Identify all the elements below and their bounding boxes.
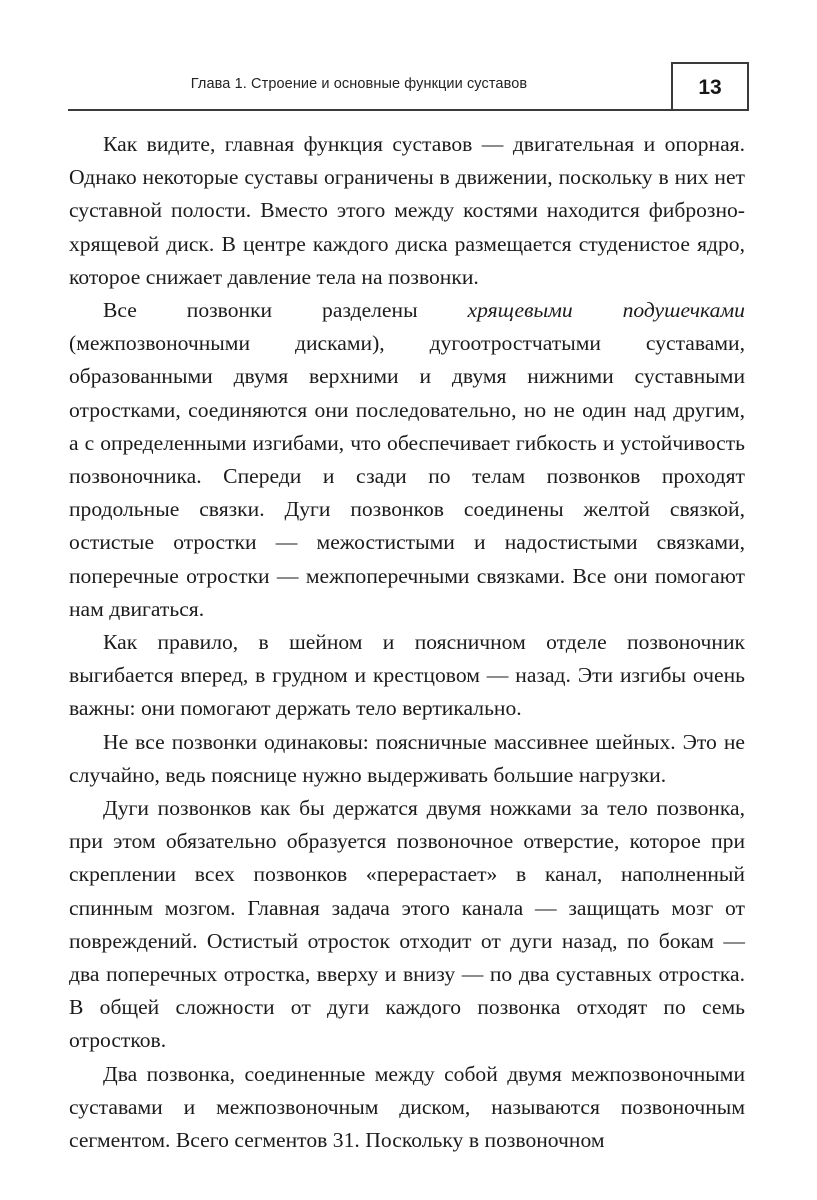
page-number-box <box>671 62 749 109</box>
page-number: 13 <box>698 76 722 99</box>
paragraph: Как правило, в шейном и поясничном отделе позвоночник выгибается вперед, в грудном и крестцовом — назад. Эти изгибы очень важны: они помогают держать тело вертикально. <box>69 630 745 721</box>
paragraph-text-after: (межпозвоночными дисками), дугоотростчатыми суставами, образованными двумя верхними и двумя нижними суставными отростками, соединяются они последовательно, но не один над другим, а с определенными изгибами, что обеспечивает гибкость и устойчивость позвоночника. Спереди и сзади по телам позвонков проходят продольные связки. Дуги позвонков соединены желтой связкой, остистые отростки — межостистыми и надостистыми связками, поперечные отростки — межпоперечными связками. Все они помогают нам двигаться. <box>69 331 745 621</box>
paragraph: Как видите, главная функция суставов — двигательная и опорная. Однако некоторые суставы ограничены в движении, поскольку в них нет суставной полости. Вместо этого между костями находится фиброзно-хрящевой диск. В центре каждого диска размещается студенистое ядро, которое снижает давление тела на позвонки. <box>69 132 745 289</box>
header-divider <box>68 109 749 111</box>
paragraph: Не все позвонки одинаковы: поясничные массивнее шейных. Это не случайно, ведь пояснице нужно выдерживать большие нагрузки. <box>69 729 745 787</box>
italic-term: хрящевыми подушечками <box>467 298 745 323</box>
paragraph: Дуги позвонков как бы держатся двумя ножками за тело позвонка, при этом обязательно образуется позвоночное отверстие, которое при скреплении всех позвонков «перерастает» в канал, наполненный спинным мозгом. Главная задача этого канала — защищать мозг от повреждений. Остистый отросток отходит от дуги назад, по бокам — два поперечных отростка, вверху и внизу — по два суставных отростка. В общей сложности от дуги каждого позвонка отходят по семь отростков. <box>69 796 745 1053</box>
chapter-title: Глава 1. Строение и основные функции суставов <box>190 76 528 92</box>
paragraph: Два позвонка, соединенные между собой двумя межпозвоночными суставами и межпозвоночным диском, называются позвоночным сегментом. Всего сегментов 31. Поскольку в позвоночном <box>69 1061 745 1153</box>
page-body <box>69 128 745 1157</box>
running-head <box>68 62 749 114</box>
paragraph-text-before: Все позвонки разделены <box>103 298 468 323</box>
paragraph-with-italic-term <box>69 294 745 626</box>
